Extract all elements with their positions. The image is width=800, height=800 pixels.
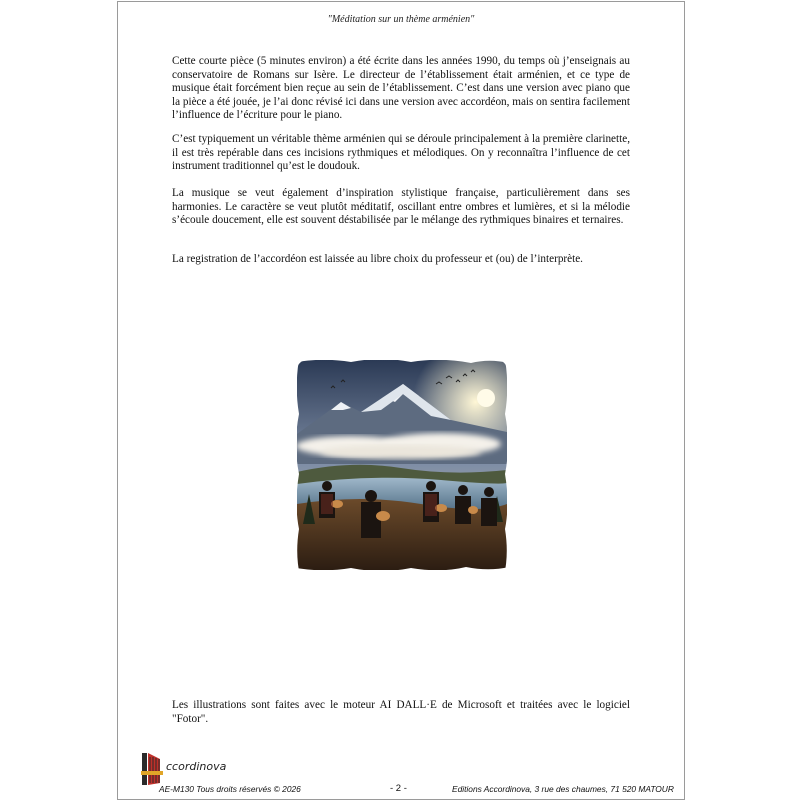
footer-reference: AE-M130 Tous droits réservés © 2026 [159, 784, 301, 794]
paragraph-intro: Cette courte pièce (5 minutes environ) a été écrite dans les années 1990, du temps où j’enseignais au conservatoire de Romans sur Isère. Le directeur de l’établissement était arménien, et ce type de musique était forcément bien reçue au sein de l’établissement. C’est dans une version avec piano que la pièce a été jouée, je l’ai donc révisé ici dans une version avec accordéon, mais on sentira facilement l’influence de l’écriture pour le piano. [172, 55, 630, 122]
document-page [117, 1, 685, 800]
paragraph-style: La musique se veut également d’inspiration stylistique française, particulièrement dans ses harmonies. Le caractère se veut plutôt méditatif, oscillant entre ombres et lumières, et si la mélodie s’écoule doucement, elle est souvent déstabilisée par le mélange des rythmiques binaires et ternaires. [172, 187, 630, 227]
paragraph-registration: La registration de l’accordéon est laissée au libre choix du professeur et (ou) de l’interprète. [172, 253, 583, 265]
accordinova-logo [138, 749, 227, 789]
page-number: - 2 - [390, 783, 407, 794]
footer-publisher: Editions Accordinova, 3 rue des chaumes, 71 520 MATOUR [452, 784, 674, 794]
armenian-musicians-illustration [291, 354, 513, 576]
page-header-title: "Méditation sur un thème arménien" [327, 14, 475, 25]
illustration-credits: Les illustrations sont faites avec le moteur AI DALL·E de Microsoft et traitées avec le logiciel "Fotor". [172, 699, 630, 725]
paragraph-theme: C’est typiquement un véritable thème arménien qui se déroule principalement à la première clarinette, il est très repérable dans ces incisions rythmiques et mélodiques. On y reconnaîtra l’influence de cet instrument traditionnel qu’est le doudouk. [172, 133, 630, 173]
logo-wordmark: ccordinova [166, 760, 227, 773]
